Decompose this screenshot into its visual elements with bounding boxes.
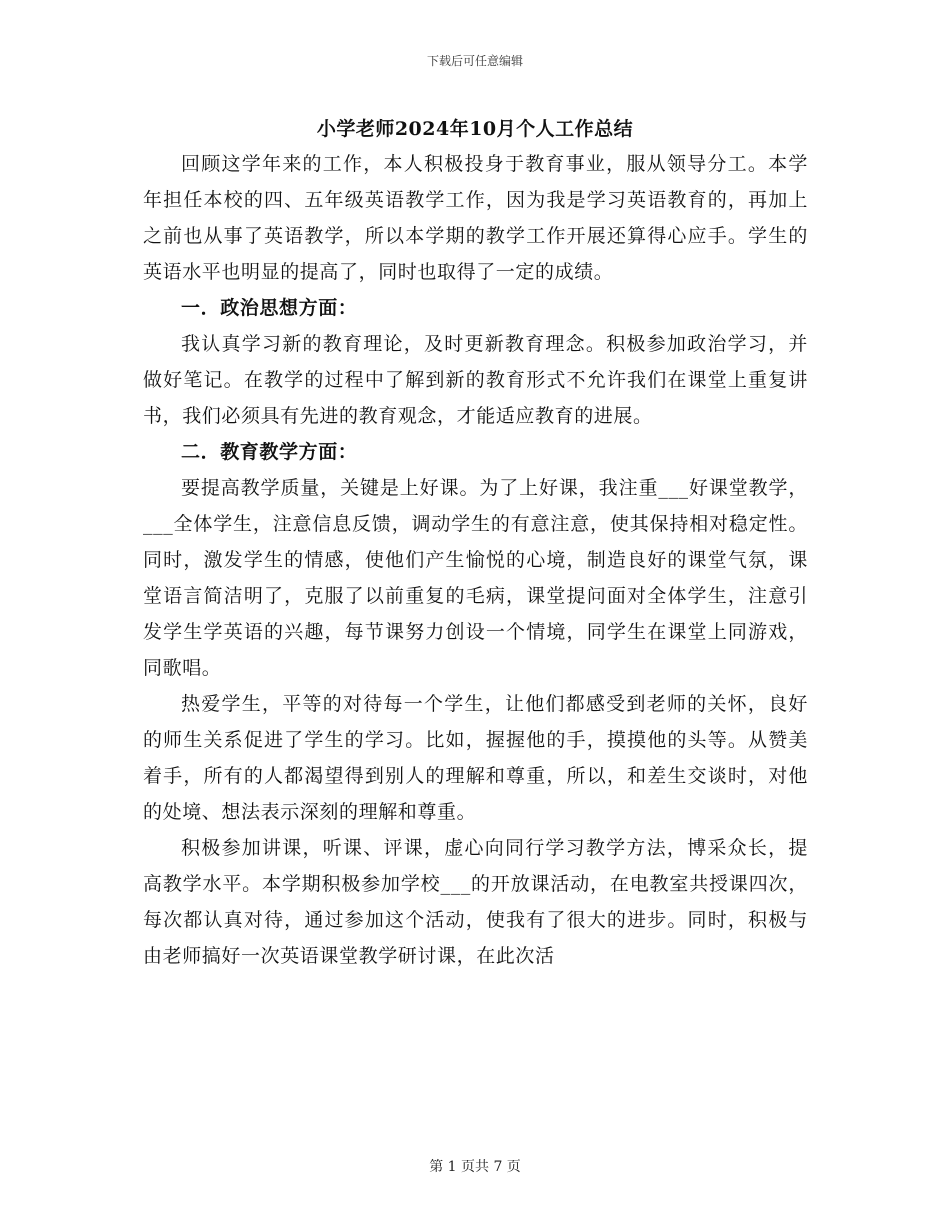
politics-paragraph-1: 我认真学习新的教育理论，及时更新教育理念。积极参加政治学习，并做好笔记。在教学的过程中了解到新的教育形式不允许我们在课堂上重复讲书，我们必须具有先进的教育观念，才能适应教育的进展。: [143, 333, 808, 427]
document-body: [143, 146, 808, 974]
section-heading-politics: 一．政治思想方面：: [181, 297, 358, 319]
page-number: 第 1 页共 7 页: [429, 1159, 521, 1175]
teaching-paragraph-1: 要提高教学质量，关键是上好课。为了上好课，我注重___好课堂教学，___全体学生，注意信息反馈，调动学生的有意注意，使其保持相对稳定性。同时，激发学生的情感，使他们产生愉悦的心境，制造良好的课堂气氛，课堂语言简洁明了，克服了以前重复的毛病，课堂提问面对全体学生，注意引发学生学英语的兴趣，每节课努力创设一个情境，同学生在课堂上同游戏，同歌唱。: [143, 477, 808, 679]
page-header: 下载后可任意编辑: [426, 54, 523, 68]
teaching-paragraph-3: 积极参加讲课，听课、评课，虚心向同行学习教学方法，博采众长，提高教学水平。本学期积极参加学校___的开放课活动，在电教室共授课四次，每次都认真对待，通过参加这个活动，使我有了很大的进步。同时，积极与由老师搞好一次英语课堂教学研讨课，在此次活: [143, 837, 808, 967]
teaching-paragraph-2: 热爱学生，平等的对待每一个学生，让他们都感受到老师的关怀，良好的师生关系促进了学生的学习。比如，握握他的手，摸摸他的头等。从赞美着手，所有的人都渴望得到别人的理解和尊重，所以，和差生交谈时，对他的处境、想法表示深刻的理解和尊重。: [143, 693, 808, 823]
section-heading-teaching: 二．教育教学方面：: [181, 441, 358, 463]
document-title: 小学老师2024年10月个人工作总结: [316, 118, 634, 140]
intro-paragraph: 回顾这学年来的工作，本人积极投身于教育事业，服从领导分工。本学年担任本校的四、五年级英语教学工作，因为我是学习英语教育的，再加上之前也从事了英语教学，所以本学期的教学工作开展还算得心应手。学生的英语水平也明显的提高了，同时也取得了一定的成绩。: [143, 153, 808, 283]
